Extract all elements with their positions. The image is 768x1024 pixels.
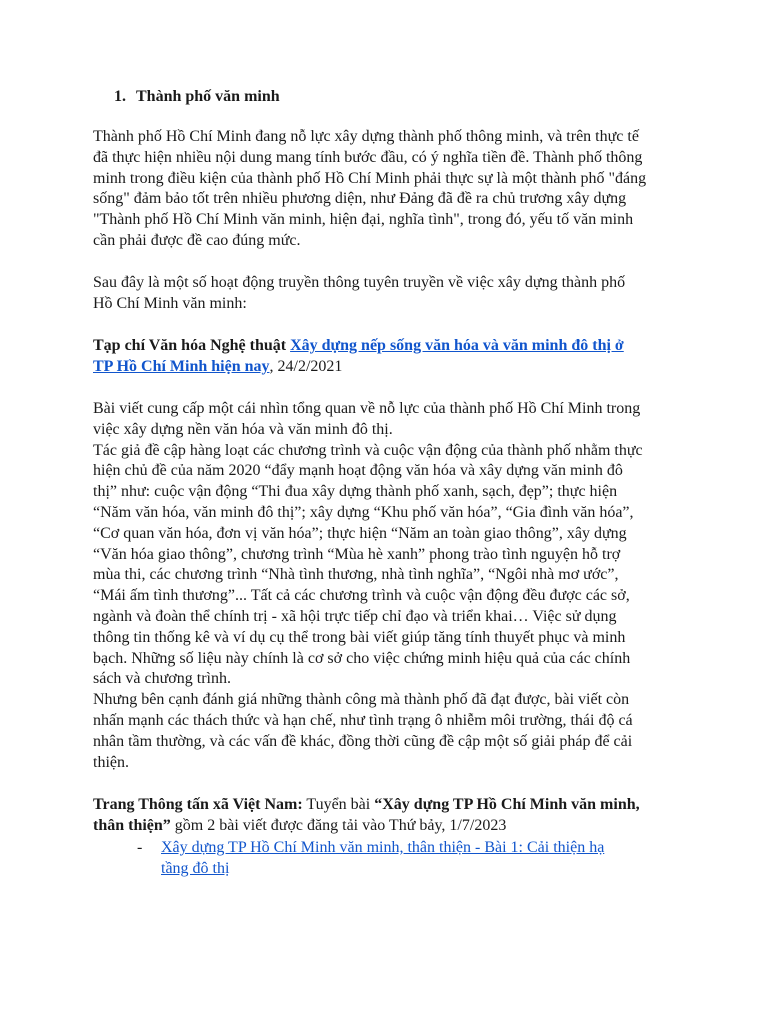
text-line: sống" đảm bảo tốt trên nhiều phương diện, như Đảng đã đề ra chủ trương xây dựng (93, 190, 627, 208)
text-line: Nhưng bên cạnh đánh giá những thành công mà thành phố đã đạt được, bài viết còn (93, 691, 630, 709)
source-2-series-title-cont: thân thiện” (93, 816, 171, 834)
text-line: thông tin thống kê và ví dụ cụ thể trong bài viết giúp tăng tính thuyết phục và minh (93, 628, 626, 646)
text-line: thiện. (93, 753, 129, 771)
text-line: Tác giả đề cập hàng loạt các chương trình và cuộc vận động của thành phố nhằm thực (93, 441, 643, 459)
source-1-paragraph (93, 336, 683, 378)
source-1-article-link[interactable]: Xây dựng nếp sống văn hóa và văn minh đô thị ở (290, 337, 624, 354)
article-1-link[interactable]: Xây dựng TP Hồ Chí Minh văn minh, thân thiện - Bài 1: Cải thiện hạ (161, 839, 605, 856)
section-number: 1. (114, 88, 126, 105)
bullet-dash: - (137, 839, 143, 856)
text-line: sách và chương trình. (93, 670, 231, 688)
article-summary-paragraph (93, 399, 683, 773)
source-1-date: , 24/2/2021 (269, 357, 343, 375)
source-2-pre: Tuyển bài (302, 796, 375, 813)
text-line: Hồ Chí Minh văn minh: (93, 294, 247, 312)
source-2-publisher: Trang Thông tấn xã Việt Nam: (93, 796, 303, 813)
source-1-article-link-cont[interactable]: TP Hồ Chí Minh hiện nay (93, 357, 270, 375)
text-line: “Mái ấm tình thương”... Tất cả các chương trình và cuộc vận động đều được các sở, (93, 587, 630, 605)
text-line: bạch. Những số liệu này chính là cơ sở cho việc chứng minh hiệu quả của các chính (93, 649, 631, 667)
text-line: nhân tầm thường, và các vấn đề khác, đồng thời cũng đề cập một số giải pháp để cải (93, 732, 633, 750)
text-line: nhấn mạnh các thách thức và hạn chế, như tình trạng ô nhiễm môi trường, thái độ cá (93, 711, 633, 729)
text-line: ngành và đoàn thể chính trị - xã hội trực tiếp chỉ đạo và triển khai… Việc sử dụng (93, 607, 617, 625)
text-line: hiện chủ đề của năm 2020 “đẩy mạnh hoạt động văn hóa và xây dựng văn minh đô (93, 462, 623, 480)
source-2-series-title: “Xây dựng TP Hồ Chí Minh văn minh, (374, 796, 640, 813)
text-line: việc xây dựng nền văn hóa và văn minh đô thị. (93, 420, 393, 438)
text-line: mùa thi, các chương trình “Nhà tình thương, nhà tình nghĩa”, “Ngôi nhà mơ ước”, (93, 566, 619, 584)
text-line: “Cơ quan văn hóa, đơn vị văn hóa”; thực hiện “Năm an toàn giao thông”, xây dựng (93, 524, 627, 542)
text-line: Thành phố Hồ Chí Minh đang nỗ lực xây dựng thành phố thông minh, và trên thực tế (93, 128, 639, 145)
text-line: “Năm văn hóa, văn minh đô thị”; xây dựng “Khu phố văn hóa”, “Gia đình văn hóa”, (93, 503, 634, 521)
section-heading (114, 87, 280, 107)
text-line: minh trong điều kiện của thành phố Hồ Chí Minh phải thực sự là một thành phố "đáng (93, 169, 647, 187)
source-1-publisher: Tạp chí Văn hóa Nghệ thuật (93, 337, 287, 354)
text-line: Sau đây là một số hoạt động truyền thông tuyên truyền về việc xây dựng thành phố (93, 274, 626, 291)
text-line: “Văn hóa giao thông”, chương trình “Mùa hè xanh” phong trào tình nguyện hỗ trợ (93, 545, 621, 563)
section-title: Thành phố văn minh (136, 88, 280, 105)
lead-paragraph (93, 273, 683, 315)
text-line: Bài viết cung cấp một cái nhìn tổng quan về nỗ lực của thành phố Hồ Chí Minh trong (93, 400, 641, 417)
source-2-paragraph (93, 795, 683, 837)
source-2-post: gồm 2 bài viết được đăng tải vào Thứ bảy, 1/7/2023 (170, 816, 507, 834)
intro-paragraph (93, 127, 683, 252)
article-1-link-cont[interactable]: tầng đô thị (161, 859, 230, 877)
text-line: thị” như: cuộc vận động “Thi đua xây dựng thành phố xanh, sạch, đẹp”; thực hiện (93, 483, 618, 501)
text-line: "Thành phố Hồ Chí Minh văn minh, hiện đại, nghĩa tình", trong đó, yếu tố văn minh (93, 211, 634, 229)
text-line: cần phải được đề cao đúng mức. (93, 231, 301, 249)
text-line: đã thực hiện nhiều nội dung mang tính bước đầu, có ý nghĩa tiền đề. Thành phố thông (93, 148, 643, 166)
list-item (137, 838, 681, 880)
